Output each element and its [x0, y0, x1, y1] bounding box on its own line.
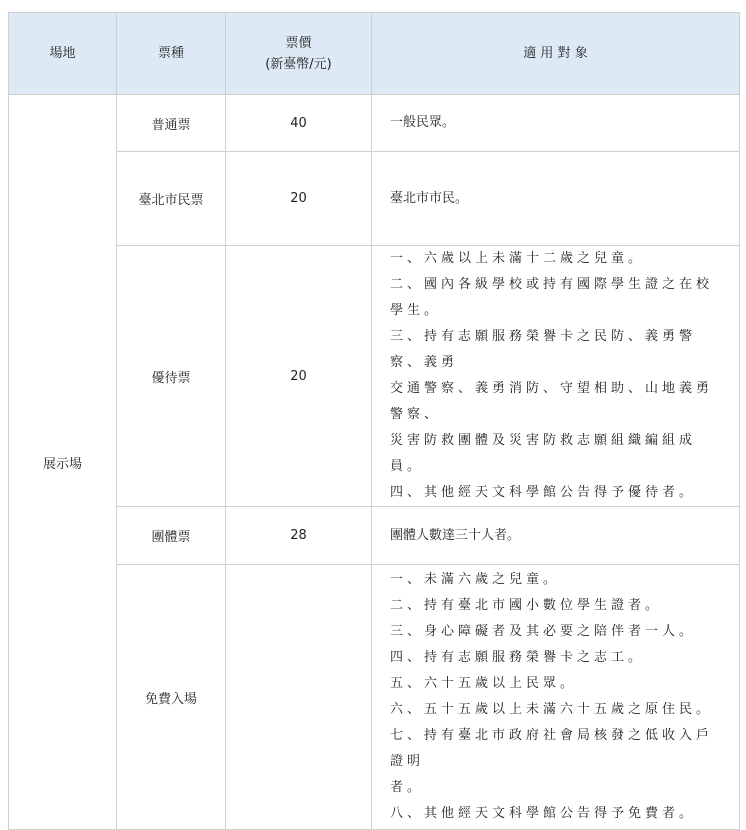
ticket-type-cell: 團體票	[117, 507, 226, 565]
audience-line: 災害防救團體及災害防救志願組織編組成員。	[390, 433, 697, 474]
ticket-type-cell: 免費入場	[117, 565, 226, 830]
venue-cell: 展示場	[9, 95, 117, 830]
audience-line: 三、持有志願服務榮譽卡之民防、義勇警察、義勇	[390, 329, 697, 370]
price-cell	[226, 565, 372, 830]
table-row	[9, 95, 740, 152]
audience-cell	[372, 152, 740, 246]
audience-line: 五、六十五歲以上民眾。	[390, 676, 578, 691]
header-price	[226, 13, 372, 95]
audience-line: 三、身心障礙者及其必要之陪伴者一人。	[390, 624, 697, 639]
header-row	[9, 13, 740, 95]
audience-line: 者。	[390, 780, 425, 795]
audience-cell	[372, 507, 740, 565]
header-price-label: 票價	[285, 35, 312, 51]
audience-cell	[372, 246, 740, 507]
audience-cell	[372, 565, 740, 830]
ticket-type-cell: 普通票	[117, 95, 226, 152]
audience-line: 臺北市市民。	[390, 190, 469, 206]
audience-line: 交通警察、義勇消防、守望相助、山地義勇警察、	[390, 381, 714, 422]
audience-line: 四、其他經天文科學館公告得予優待者。	[390, 485, 697, 500]
audience-cell	[372, 95, 740, 152]
header-ticket-type: 票種	[117, 13, 226, 95]
table-row	[9, 507, 740, 565]
header-price-unit: (新臺幣/元)	[265, 56, 332, 72]
price-cell: 20	[226, 152, 372, 246]
header-audience: 適 用 對 象	[372, 13, 740, 95]
ticket-type-cell: 優待票	[117, 246, 226, 507]
audience-line: 一般民眾。	[390, 115, 456, 130]
price-cell: 28	[226, 507, 372, 565]
audience-line: 四、持有志願服務榮譽卡之志工。	[390, 650, 646, 665]
table-row	[9, 565, 740, 830]
ticket-type-cell: 臺北市民票	[117, 152, 226, 246]
audience-line: 八、其他經天文科學館公告得予免費者。	[390, 806, 697, 821]
audience-line: 二、持有臺北市國小數位學生證者。	[390, 598, 663, 613]
price-cell: 40	[226, 95, 372, 152]
table-row	[9, 246, 740, 507]
audience-line: 六、五十五歲以上未滿六十五歲之原住民。	[390, 702, 714, 717]
audience-line: 團體人數達三十人者。	[390, 527, 521, 543]
audience-line: 七、持有臺北市政府社會局核發之低收入戶證明	[390, 728, 714, 769]
header-venue: 場地	[9, 13, 117, 95]
audience-line: 二、國內各級學校或持有國際學生證之在校學生。	[390, 277, 714, 318]
audience-line: 一、六歲以上未滿十二歲之兒童。	[390, 251, 646, 266]
table-row	[9, 152, 740, 246]
audience-line: 一、未滿六歲之兒童。	[390, 572, 561, 587]
ticket-price-table	[8, 12, 740, 830]
price-cell: 20	[226, 246, 372, 507]
